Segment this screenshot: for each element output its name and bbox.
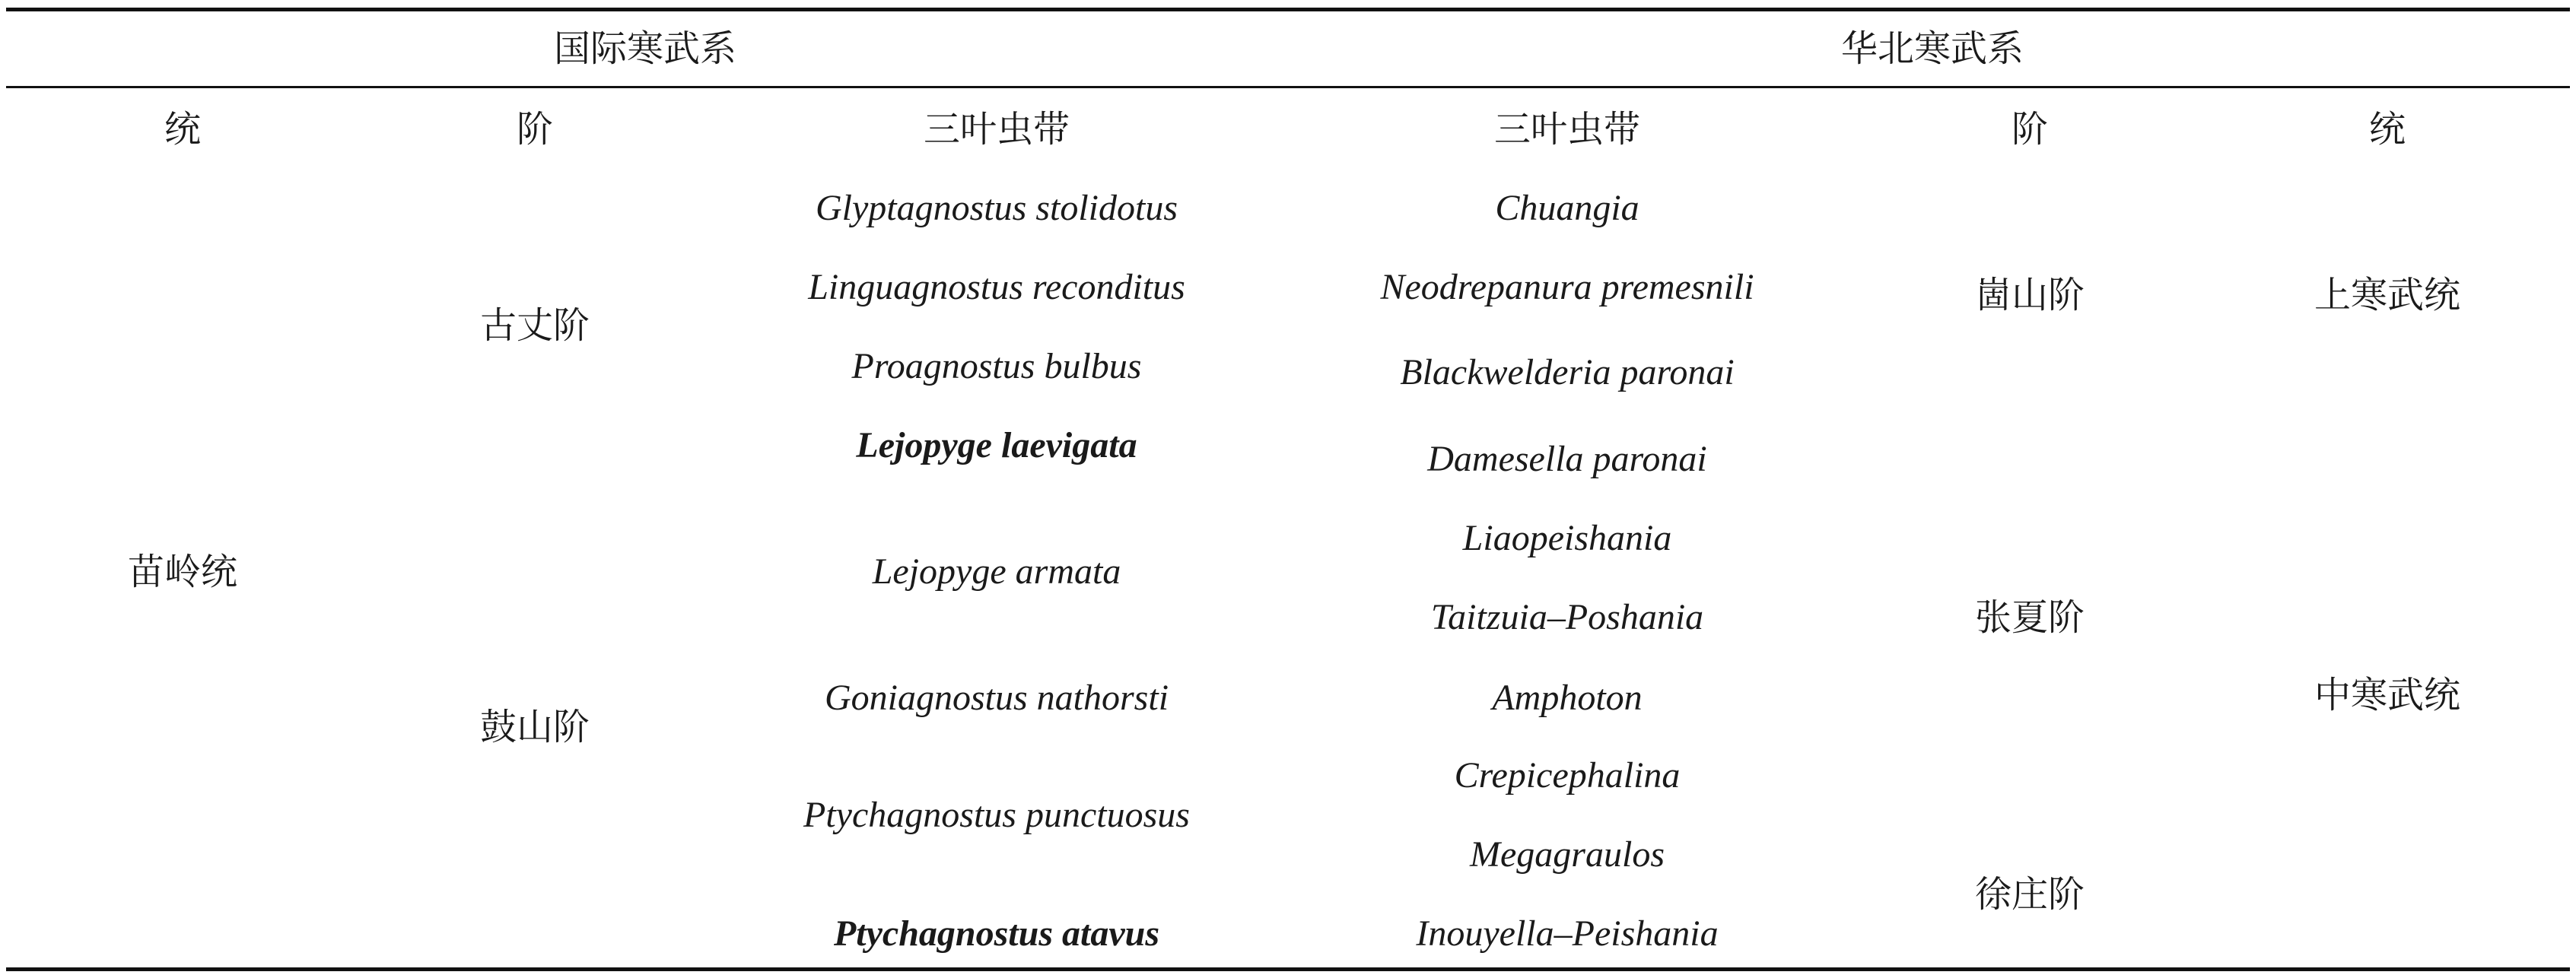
nc-zone-cell: Blackwelderia paronai bbox=[1400, 352, 1735, 392]
intl-system-heading: 国际寒武系 bbox=[553, 27, 737, 70]
intl-zone-cell: Ptychagnostus atavus bbox=[833, 913, 1160, 954]
nc-zone-cell: Inouyella–Peishania bbox=[1416, 913, 1719, 954]
col-header-nc-stage: 阶 bbox=[2011, 108, 2049, 151]
intl-zone-cell: Glyptagnostus stolidotus bbox=[815, 188, 1178, 228]
intl-zone-cell: Proagnostus bulbus bbox=[851, 346, 1142, 386]
nc-zone-cell: Chuangia bbox=[1495, 188, 1639, 228]
intl-zone-cell: Ptychagnostus punctuosus bbox=[803, 795, 1190, 835]
intl-zone-cell: Lejopyge armata bbox=[872, 551, 1121, 592]
col-header-nc-zone: 三叶虫带 bbox=[1493, 108, 1641, 151]
col-header-nc-series: 统 bbox=[2368, 108, 2406, 151]
intl-series-cell: 苗岭统 bbox=[127, 551, 238, 593]
nc-zone-cell: Liaopeishania bbox=[1462, 518, 1672, 558]
nc-series-middle-cambrian: 中寒武统 bbox=[2314, 674, 2461, 716]
nc-zone-cell: Taitzuia–Poshania bbox=[1430, 597, 1704, 637]
table-top-rule bbox=[6, 8, 2570, 11]
nc-zone-cell: Damesella paronai bbox=[1427, 439, 1707, 479]
col-header-intl-zone: 三叶虫带 bbox=[923, 108, 1070, 151]
intl-zone-cell: Linguagnostus reconditus bbox=[808, 267, 1185, 307]
col-header-intl-stage: 阶 bbox=[516, 108, 554, 151]
col-header-intl-series: 统 bbox=[164, 108, 202, 151]
intl-stage-guzhangian: 古丈阶 bbox=[479, 304, 590, 347]
nc-stage-zhangxia: 张夏阶 bbox=[1974, 596, 2085, 639]
table-header-rule bbox=[6, 86, 2570, 88]
north-china-system-heading: 华北寒武系 bbox=[1840, 27, 2024, 70]
intl-stage-drumian: 鼓山阶 bbox=[479, 706, 590, 748]
nc-zone-cell: Amphoton bbox=[1492, 678, 1643, 718]
nc-zone-cell: Megagraulos bbox=[1470, 834, 1665, 875]
nc-stage-xuzhuang: 徐庄阶 bbox=[1974, 873, 2085, 916]
intl-zone-cell: Lejopyge laevigata bbox=[856, 425, 1137, 465]
intl-zone-cell: Goniagnostus nathorsti bbox=[824, 678, 1169, 718]
table-bottom-rule bbox=[6, 967, 2570, 971]
nc-zone-cell: Neodrepanura premesnili bbox=[1380, 267, 1754, 307]
nc-series-upper-cambrian: 上寒武统 bbox=[2314, 274, 2461, 316]
nc-zone-cell: Crepicephalina bbox=[1454, 755, 1681, 796]
nc-stage-gushan: 崮山阶 bbox=[1974, 274, 2085, 316]
